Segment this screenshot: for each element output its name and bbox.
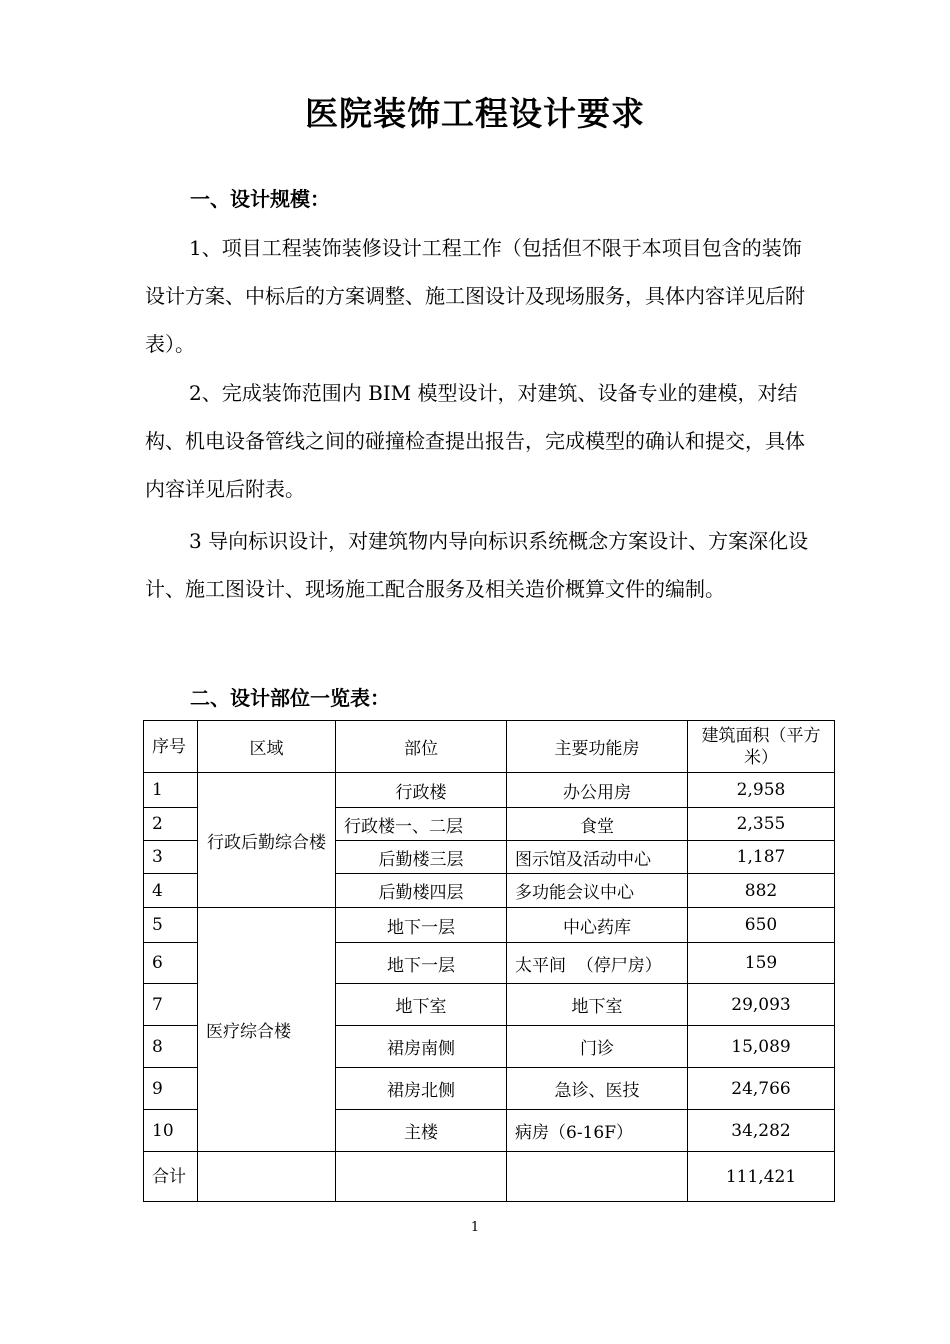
row-no: 2 <box>144 808 198 841</box>
row-no: 4 <box>144 874 198 908</box>
page-number: 1 <box>470 1220 480 1235</box>
row-area: 650 <box>688 908 835 943</box>
row-no: 8 <box>144 1026 198 1068</box>
table-row <box>144 908 835 943</box>
row-part: 裙房北侧 <box>336 1068 507 1110</box>
row-function: 食堂 <box>507 808 688 841</box>
row-function: 门诊 <box>507 1026 688 1068</box>
header-floor-area: 建筑面积（平方米） <box>688 721 835 773</box>
row-no: 5 <box>144 908 198 943</box>
row-no: 6 <box>144 943 198 984</box>
row-no: 1 <box>144 773 198 808</box>
row-function: 地下室 <box>507 984 688 1026</box>
row-no: 3 <box>144 841 198 874</box>
row-function: 太平间 （停尸房） <box>507 943 688 984</box>
row-function: 病房（6-16F） <box>507 1110 688 1152</box>
row-part: 行政楼一、二层 <box>336 808 507 841</box>
empty-cell <box>507 1152 688 1202</box>
empty-cell <box>198 1152 336 1202</box>
row-area: 2,355 <box>688 808 835 841</box>
row-function: 急诊、医技 <box>507 1068 688 1110</box>
row-part: 地下室 <box>336 984 507 1026</box>
row-no: 7 <box>144 984 198 1026</box>
row-area: 29,093 <box>688 984 835 1026</box>
section2-heading: 二、设计部位一览表： <box>190 686 390 710</box>
section1-item-3: 3 导向标识设计，对建筑物内导向标识系统概念方案设计、方案深化设计、施工图设计、现场施工配合服务及相关造价概算文件的编制。 <box>145 529 809 601</box>
row-function: 图示馆及活动中心 <box>507 841 688 874</box>
table-header-row <box>144 721 835 773</box>
table-row <box>144 773 835 808</box>
row-part: 后勤楼三层 <box>336 841 507 874</box>
row-area: 2,958 <box>688 773 835 808</box>
header-area-zone: 区域 <box>198 721 336 773</box>
row-area: 882 <box>688 874 835 908</box>
total-area: 111,421 <box>688 1152 835 1202</box>
row-part: 行政楼 <box>336 773 507 808</box>
section1-item-2: 2、完成装饰范围内 BIM 模型设计，对建筑、设备专业的建模，对结构、机电设备管线之间的碰撞检查提出报告，完成模型的确认和提交，具体内容详见后附表。 <box>145 381 805 501</box>
total-label: 合计 <box>144 1152 198 1202</box>
row-area: 1,187 <box>688 841 835 874</box>
section1-heading: 一、设计规模： <box>190 187 330 211</box>
row-part: 主楼 <box>336 1110 507 1152</box>
row-part: 地下一层 <box>336 908 507 943</box>
header-function: 主要功能房 <box>507 721 688 773</box>
row-area: 159 <box>688 943 835 984</box>
row-area: 15,089 <box>688 1026 835 1068</box>
empty-cell <box>336 1152 507 1202</box>
document-title: 医院装饰工程设计要求 <box>305 94 645 133</box>
zone-cell: 行政后勤综合楼 <box>198 773 336 908</box>
header-part: 部位 <box>336 721 507 773</box>
row-function: 多功能会议中心 <box>507 874 688 908</box>
row-part: 地下一层 <box>336 943 507 984</box>
row-function: 办公用房 <box>507 773 688 808</box>
row-part: 裙房南侧 <box>336 1026 507 1068</box>
row-function: 中心药库 <box>507 908 688 943</box>
row-no: 10 <box>144 1110 198 1152</box>
design-parts-table <box>143 720 835 1202</box>
zone-cell: 医疗综合楼 <box>198 908 336 1152</box>
row-area: 24,766 <box>688 1068 835 1110</box>
row-part: 后勤楼四层 <box>336 874 507 908</box>
table-total-row <box>144 1152 835 1202</box>
header-no: 序号 <box>144 721 198 773</box>
section1-item-1: 1、项目工程装饰装修设计工程工作（包括但不限于本项目包含的装饰设计方案、中标后的方案调整、施工图设计及现场服务，具体内容详见后附表）。 <box>145 236 805 356</box>
row-no: 9 <box>144 1068 198 1110</box>
row-area: 34,282 <box>688 1110 835 1152</box>
